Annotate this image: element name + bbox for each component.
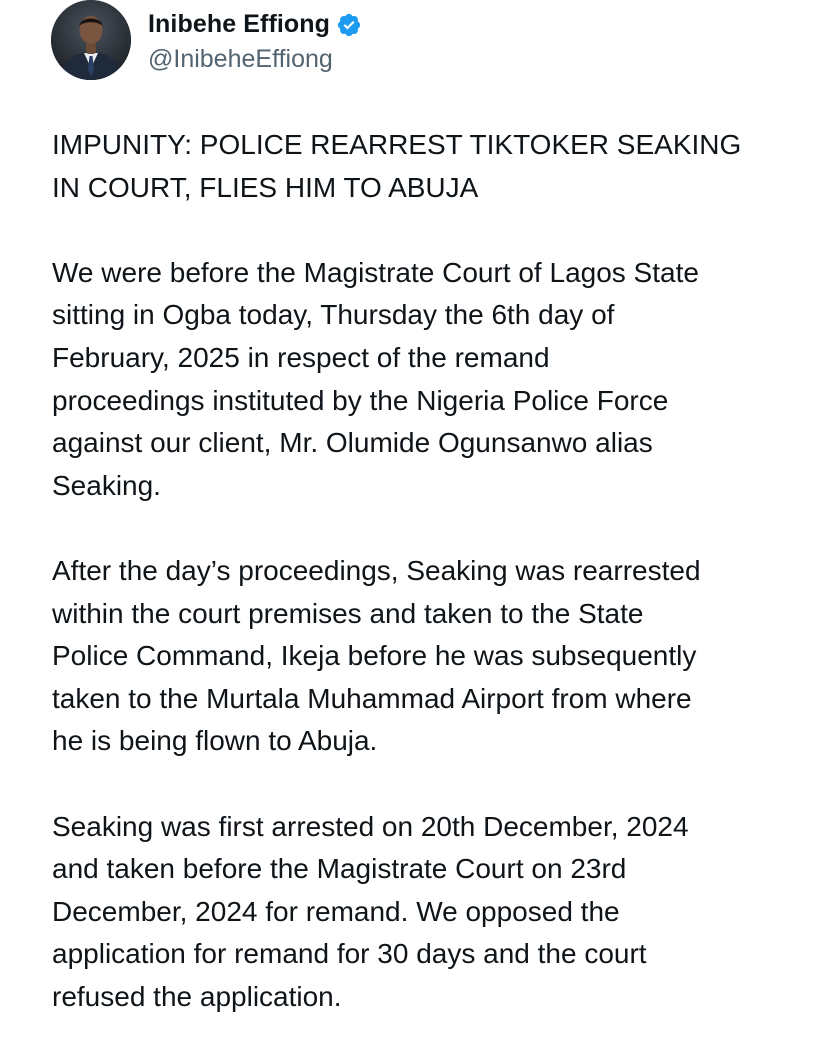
verified-badge-icon[interactable] [336, 12, 362, 38]
profile-photo [51, 0, 131, 80]
text-line: sitting in Ogba today, Thursday the 6th day of [52, 299, 615, 331]
text-line: We were before the Magistrate Court of Lagos State [52, 256, 699, 288]
display-name-row [148, 7, 362, 43]
post-paragraph [52, 252, 792, 508]
display-name[interactable]: Inibehe Effiong [148, 10, 331, 38]
post-paragraph-headline [52, 124, 792, 209]
author-block [148, 7, 362, 74]
text-line: IMPUNITY: POLICE REARREST TIKTOKER SEAKING [52, 129, 742, 160]
text-line: taken to the Murtala Muhammad Airport from where [52, 682, 692, 714]
text-line: he is being flown to Abuja. [52, 725, 378, 757]
post-paragraph [52, 550, 792, 763]
text-line: IN COURT, FLIES HIM TO ABUJA [52, 171, 479, 203]
post-body [52, 124, 792, 1061]
text-line: against our client, Mr. Olumide Ogunsanwo alias [52, 427, 653, 459]
post-paragraph [52, 806, 792, 1019]
text-line: Seaking. [52, 469, 161, 501]
author-handle[interactable]: @InibeheEffiong [148, 44, 333, 73]
text-line: December, 2024 for remand. We opposed the [52, 895, 620, 927]
text-line: and taken before the Magistrate Court on 23rd [52, 853, 627, 885]
text-line: February, 2025 in respect of the remand [52, 341, 550, 373]
post-header [51, 0, 362, 80]
text-line: Seaking was first arrested on 20th December, 2024 [52, 810, 689, 842]
text-line: proceedings instituted by the Nigeria Police Force [52, 384, 669, 416]
text-line: within the court premises and taken to the State [52, 597, 644, 629]
avatar[interactable] [51, 0, 131, 80]
text-line: refused the application. [52, 980, 342, 1012]
text-line: Police Command, Ikeja before he was subsequently [52, 640, 697, 672]
text-line: application for remand for 30 days and the court [52, 938, 647, 970]
text-line: After the day’s proceedings, Seaking was rearrested [52, 554, 701, 586]
